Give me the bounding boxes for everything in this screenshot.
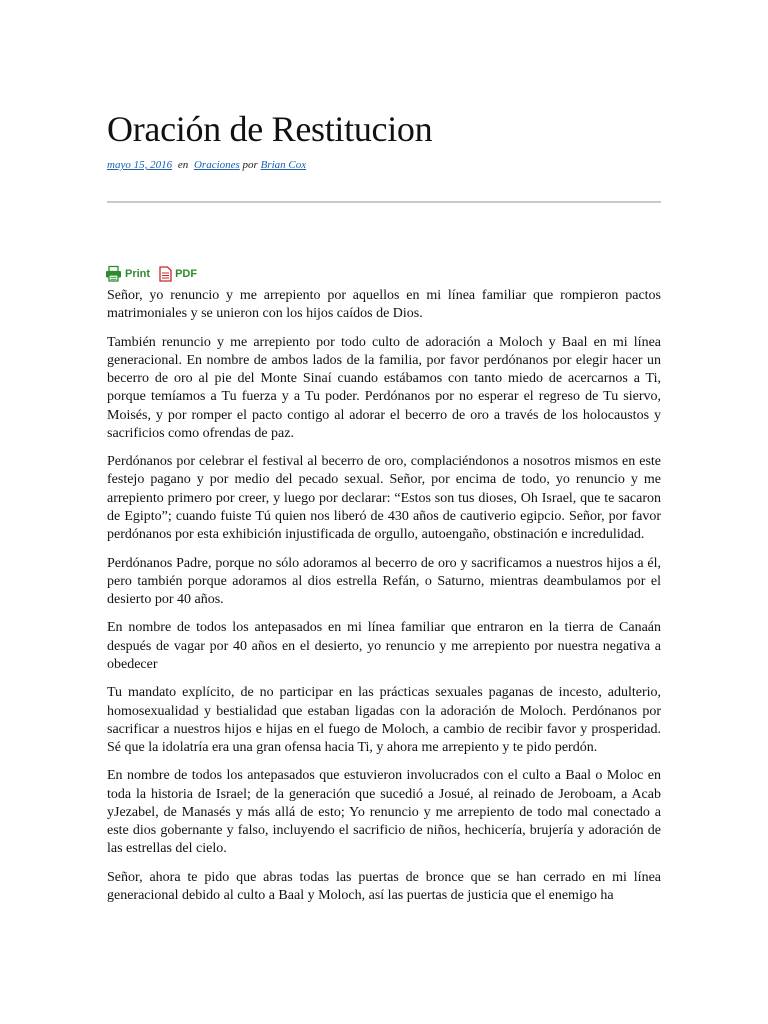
pdf-label: PDF — [175, 267, 198, 280]
pdf-icon — [159, 266, 172, 282]
paragraph: Señor, ahora te pido que abras todas las puertas de bronce que se han cerrado en mi línea generacional debido al culto a Baal y Moloch, así las puertas de justicia que el enemigo ha — [107, 869, 661, 903]
article-body — [107, 287, 661, 915]
divider — [107, 201, 661, 203]
paragraph: Perdónanos Padre, porque no sólo adoramos al becerro de oro y sacrificamos a nuestros hijos a él, pero también porque adoramos al dios estrella Refán, o Saturno, mientras deambulamos por el desierto por 40 años. — [107, 555, 661, 607]
page-title: Oración de Restitucion — [107, 109, 433, 149]
print-label: Print — [125, 267, 151, 280]
paragraph: Tu mandato explícito, de no participar en las prácticas sexuales paganas de incesto, adulterio, homosexualidad y bestialidad que estaban ligadas con la adoración de Moloch. Perdónanos por sacrificar a nuestros hijos e hijas en el fuego de Moloch, a cambio de recibir favor y prosperidad. Sé que la idolatría era una gran ofensa hacia Ti, y ahora me arrepiento y te pido perdón. — [107, 685, 661, 755]
date-link[interactable]: mayo 15, 2016 — [107, 159, 173, 171]
paragraph: En nombre de todos los antepasados en mi línea familiar que entraron en la tierra de Canaán después de vagar por 40 años en el desierto, yo renuncio y me arrepiento por nuestra negativa a obedecer — [107, 620, 661, 672]
paragraph: En nombre de todos los antepasados que estuvieron involucrados con el culto a Baal o Moloc en toda la historia de Israel; de la generación que sucedió a Josué, al reinado de Jeroboam, a Acab yJezabel, de Manasés y más allá de esto; Yo renuncio y me arrepiento de todo mal conectado a este dios gobernante y falso, incluyendo el sacrificio de niños, hechicería, brujería y adoración de las estrellas del cielo. — [107, 768, 661, 857]
print-button[interactable] — [105, 265, 150, 282]
author-link[interactable]: Brian Cox — [260, 159, 307, 171]
pdf-button[interactable] — [159, 266, 197, 282]
print-pdf-toolbar — [105, 265, 206, 282]
paragraph: Señor, yo renuncio y me arrepiento por aquellos en mi línea familiar que rompieron pactos matrimoniales y se unieron con los hijos caídos de Dios. — [107, 288, 661, 322]
post-meta — [107, 159, 306, 171]
category-link[interactable]: Oraciones — [193, 159, 240, 171]
paragraph: También renuncio y me arrepiento por todo culto de adoración a Moloch y Baal en mi línea generacional. En nombre de ambos lados de la familia, por favor perdónanos por elegir hacer un becerro de oro al pie del Monte Sinaí cuando estábamos con tanto miedo de acercarnos a Ti, porque temíamos a Tu fuerza y a Tu poder. Perdónanos por no esperar el regreso de Tu siervo, Moisés, y por romper el pacto contigo al adorar el becerro de oro a través de los holocaustos y sacrificios como ofrendas de paz. — [107, 334, 661, 441]
meta-in-label: en — [177, 159, 189, 171]
meta-by-label: por — [242, 159, 258, 171]
paragraph: Perdónanos por celebrar el festival al becerro de oro, complaciéndonos a nosotros mismos en este festejo pagano y por medio del pecado sexual. Señor, por encima de todo, yo renuncio y me arrepiento primero por creer, y luego por declarar: “Estos son tus dioses, Oh Israel, que te sacaron de Egipto”; cuando fuiste Tú quien nos liberó de 430 años de cautiverio egipcio. Señor, por favor perdónanos por esta exhibición injustificada de orgullo, autoengaño, obstinación e incredulidad. — [107, 454, 661, 543]
printer-icon — [105, 265, 122, 282]
